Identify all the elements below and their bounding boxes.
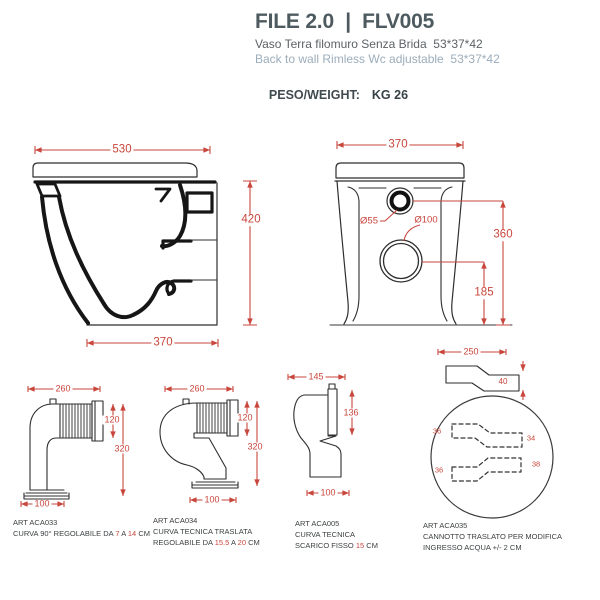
dim-aca035-height: 40 xyxy=(498,377,508,386)
caption-aca035 xyxy=(423,521,598,554)
caption-aca005-line1: CURVA TECNICA xyxy=(295,529,356,539)
caption-text: SCARICO FISSO xyxy=(295,540,354,550)
aca034-drawing xyxy=(160,399,238,488)
caption-aca034-desc xyxy=(153,538,288,549)
subtitle-italian: Vaso Terra filomuro Senza Brida 53*37*42 xyxy=(255,37,483,51)
caption-text: A xyxy=(121,528,126,538)
dim-aca034-top: 260 xyxy=(189,383,205,394)
dim-side-height: 420 xyxy=(241,213,261,226)
caption-aca035-line1: CANNOTTO TRASLATO PER MODIFICA xyxy=(423,531,563,541)
dim-aca035-lower-right: 38 xyxy=(531,459,541,469)
caption-aca034-line1: CURVA TECNICA TRASLATA xyxy=(153,526,253,536)
weight-value: KG 26 xyxy=(371,88,409,102)
dim-front-hole-height: 185 xyxy=(474,286,494,299)
weight-row xyxy=(255,74,408,116)
dim-front-height: 360 xyxy=(493,228,513,241)
dim-aca033-section: 120 xyxy=(104,414,120,425)
caption-aca005-art: ART ACA005 xyxy=(295,519,340,528)
dim-front-large-hole: Ø100 xyxy=(414,214,438,226)
dim-aca033-height: 320 xyxy=(114,443,130,454)
aca005-drawing xyxy=(294,384,341,477)
caption-text: A xyxy=(230,537,236,547)
caption-text: CM xyxy=(248,537,260,547)
caption-aca034-art: ART ACA034 xyxy=(153,516,198,525)
dim-aca035-top: 250 xyxy=(463,346,479,357)
dim-aca035-upper-right: 34 xyxy=(526,433,536,443)
caption-text: CURVA 90° REGOLABILE DA xyxy=(13,528,114,538)
caption-text: REGOLABILE DA xyxy=(153,537,213,547)
caption-aca034 xyxy=(153,516,288,549)
caption-value: 15.5 xyxy=(214,537,230,547)
caption-value: 20 xyxy=(237,537,247,547)
caption-value: 14 xyxy=(127,528,137,538)
dim-aca035-upper-left: 36 xyxy=(432,426,442,436)
dim-aca034-height: 320 xyxy=(247,441,263,452)
caption-aca005 xyxy=(295,519,420,552)
caption-text: CM xyxy=(366,540,378,550)
caption-value: 15 xyxy=(355,540,365,550)
caption-aca033 xyxy=(13,518,155,540)
page-title: FILE 2.0 | FLV005 xyxy=(255,10,435,33)
dim-front-width: 370 xyxy=(388,138,408,151)
dim-aca035-lower-left: 36 xyxy=(434,465,444,475)
caption-aca033-desc xyxy=(13,529,155,540)
caption-aca035-art: ART ACA035 xyxy=(423,521,468,530)
dim-aca034-base: 100 xyxy=(204,494,220,505)
dim-aca033-base: 100 xyxy=(34,498,50,509)
dimension-lines xyxy=(21,138,523,507)
front-view-drawing xyxy=(330,163,512,325)
dim-aca034-section: 120 xyxy=(237,412,253,423)
weight-label: PESO/WEIGHT: xyxy=(268,88,360,102)
aca033-drawing xyxy=(24,399,103,499)
dim-side-width: 530 xyxy=(112,143,132,156)
caption-value: 7 xyxy=(115,528,120,538)
dim-aca005-base: 100 xyxy=(320,487,336,498)
caption-aca035-line2: INGRESSO ACQUA +/- 2 CM xyxy=(423,542,522,552)
dim-aca005-section: 136 xyxy=(343,407,359,418)
caption-aca005-desc xyxy=(295,541,420,552)
subtitle-english: Back to wall Rimless Wc adjustable 53*37*42 xyxy=(255,52,500,66)
side-view-drawing xyxy=(33,163,217,325)
dim-side-base-width: 370 xyxy=(153,336,173,349)
dim-front-small-hole: Ø55 xyxy=(360,215,378,227)
caption-text: CM xyxy=(138,528,150,538)
caption-aca033-art: ART ACA033 xyxy=(13,518,58,527)
dim-aca033-top: 260 xyxy=(55,383,71,394)
dim-aca005-top: 145 xyxy=(308,371,324,382)
